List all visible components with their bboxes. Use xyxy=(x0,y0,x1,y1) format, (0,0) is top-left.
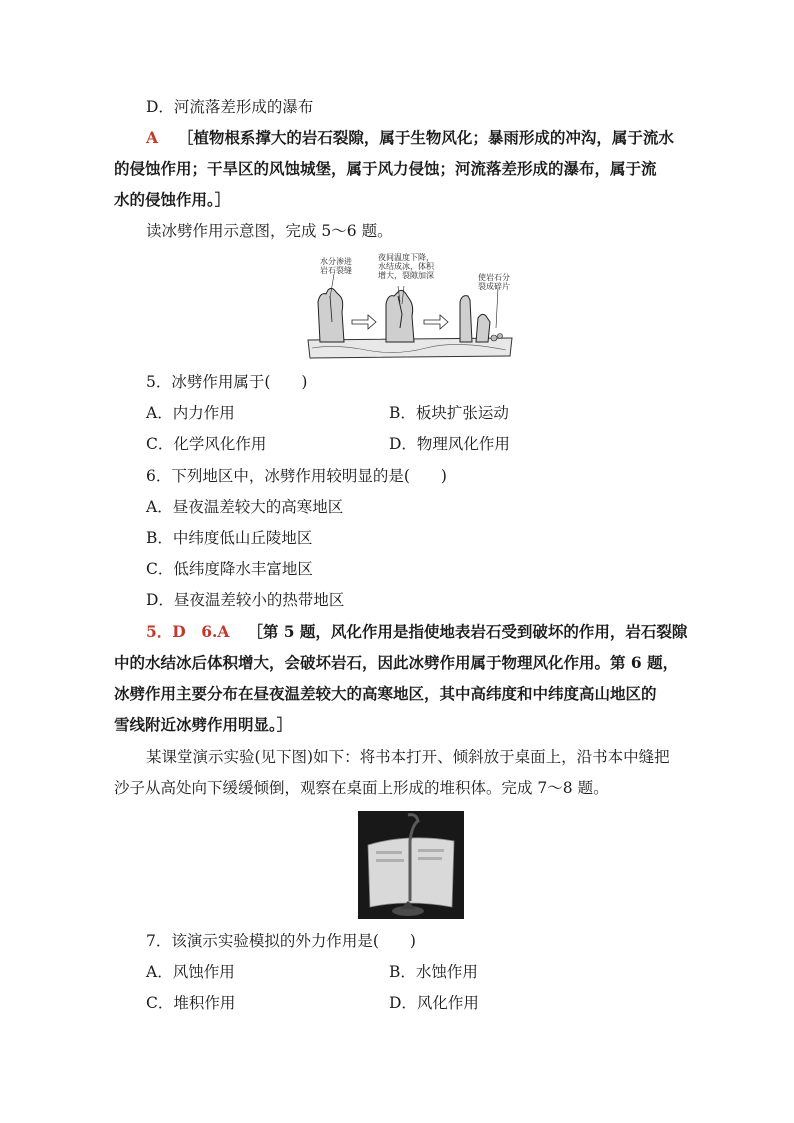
q4-answer-letter: A xyxy=(146,128,159,147)
book-text-line-1 xyxy=(376,851,402,854)
intro-5-6: 读冰劈作用示意图，完成 5～6 题。 xyxy=(146,222,393,240)
fragment-1 xyxy=(491,335,497,341)
intro-7-8-line2: 沙子从高处向下缓缓倾倒，观察在桌面上形成的堆积体。完成 7～8 题。 xyxy=(114,779,609,797)
rock-stage3-left xyxy=(460,296,472,342)
q7-stem: 7．该演示实验模拟的外力作用是( ) xyxy=(146,932,416,950)
q4-answer-line1 xyxy=(146,128,674,148)
q7-option-d: D．风化作用 xyxy=(389,994,479,1012)
book-text-line-2 xyxy=(376,859,404,862)
q5-stem: 5．冰劈作用属于( ) xyxy=(146,373,308,391)
q7-option-c: C．堆积作用 xyxy=(146,994,236,1012)
answer-5-6-line3: 冰劈作用主要分布在昼夜温差较大的高寒地区，其中高纬度和中纬度高山地区的 xyxy=(114,684,657,703)
q6-option-d: D．昼夜温差较小的热带地区 xyxy=(146,591,345,609)
sand-experiment-svg xyxy=(358,811,464,919)
answer-5-6-text1: ［第 5 题，风化作用是指使地表岩石受到破坏的作用，岩石裂隙 xyxy=(247,622,688,641)
answer-5-6-line2: 中的水结冰后体积增大，会破坏岩石，因此冰劈作用属于物理风化作用。第 6 题， xyxy=(114,653,679,672)
q5-option-a: A．内力作用 xyxy=(146,404,235,422)
label-3b: 裂成碎片 xyxy=(478,282,510,291)
label-3a: 使岩石分 xyxy=(478,273,510,282)
pointer-3 xyxy=(496,288,498,328)
q4-answer-text1: ［植物根系撑大的岩石裂隙，属于生物风化；暴雨形成的冲沟，属于流水 xyxy=(177,128,674,147)
rock-stage2 xyxy=(386,290,414,342)
sand-experiment-photo xyxy=(358,811,464,919)
frost-wedging-svg xyxy=(306,252,514,360)
q4-answer-line2: 的侵蚀作用；干旱区的风蚀城堡，属于风力侵蚀；河流落差形成的瀑布，属于流 xyxy=(114,159,657,178)
answer-5-6-line4: 雪线附近冰劈作用明显。］ xyxy=(114,715,293,734)
q4-option-d: D．河流落差形成的瀑布 xyxy=(146,98,314,116)
label-2c: 增大，裂隙加深 xyxy=(378,271,434,280)
book-text-line-3 xyxy=(418,849,444,852)
label-1a: 水分渗进 xyxy=(320,257,352,266)
label-2b: 水结成冰，体积 xyxy=(378,262,434,271)
book-text-line-4 xyxy=(418,857,442,860)
q6-stem: 6．下列地区中，冰劈作用较明显的是( ) xyxy=(146,467,447,485)
q5-option-d: D．物理风化作用 xyxy=(389,435,510,453)
label-1b: 岩石裂缝 xyxy=(320,266,352,275)
label-2a: 夜间温度下降， xyxy=(378,253,434,262)
answer-5-6-letters: 5．D 6.A xyxy=(146,622,230,641)
rock-stage1 xyxy=(318,288,344,342)
q6-option-b: B．中纬度低山丘陵地区 xyxy=(146,529,313,547)
fragment-2 xyxy=(498,334,503,339)
q6-option-c: C．低纬度降水丰富地区 xyxy=(146,560,313,578)
q5-option-b: B．板块扩张运动 xyxy=(389,404,509,422)
q7-option-a: A．风蚀作用 xyxy=(146,963,235,981)
intro-7-8-line1: 某课堂演示实验(见下图)如下：将书本打开、倾斜放于桌面上，沿书本中缝把 xyxy=(146,748,670,766)
q4-answer-line3: 水的侵蚀作用。］ xyxy=(114,190,231,209)
q5-option-c: C．化学风化作用 xyxy=(146,435,267,453)
q6-option-a: A．昼夜温差较大的高寒地区 xyxy=(146,498,344,516)
q7-option-b: B．水蚀作用 xyxy=(389,963,478,981)
arrow-2 xyxy=(424,315,448,329)
rock-stage3-right xyxy=(476,314,490,342)
answer-5-6-line1 xyxy=(146,622,687,642)
arrow-1 xyxy=(352,315,376,329)
frost-wedging-diagram xyxy=(306,252,514,360)
